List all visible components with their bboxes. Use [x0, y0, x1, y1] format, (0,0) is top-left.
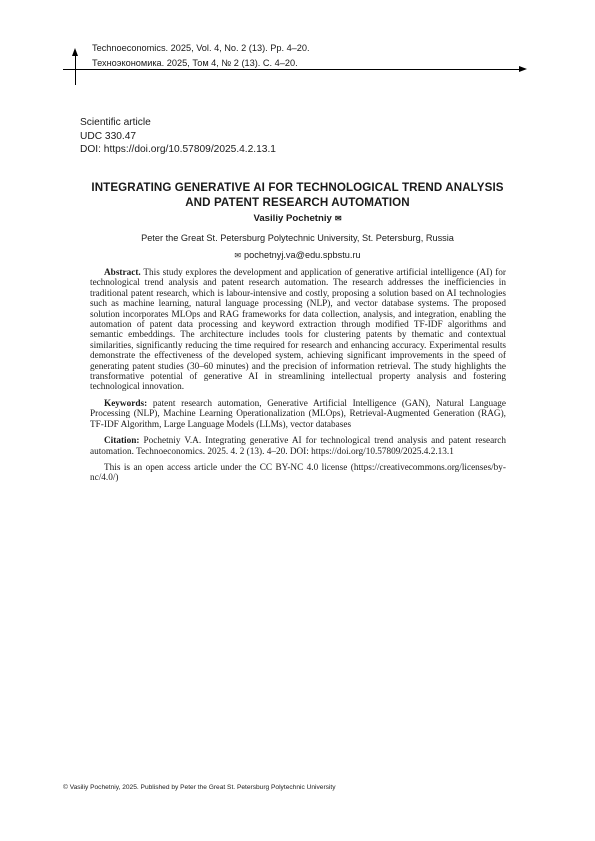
citation-text: Pochetniy V.A. Integrating generative AI for technological trend analysis and patent research automation. Technoeconomics. 2025. 4. 2 (13). 4–20. DOI: https://doi.org/10.57809/2025.4.2.13.1: [90, 436, 506, 457]
author-name-text: Vasiliy Pochetniy: [253, 213, 332, 224]
article-title: INTEGRATING GENERATIVE AI FOR TECHNOLOGICAL TREND ANALYSIS AND PATENT RESEARCH AUTOMATION: [91, 181, 504, 209]
arrow-right-icon: [519, 66, 527, 72]
abstract-paragraph: [90, 268, 506, 393]
author-name: [80, 213, 515, 224]
udc: UDC 330.47: [80, 130, 137, 142]
abstract-text: This study explores the development and application of generative artificial intelligence (AI) for technological trend analysis and patent research automation. The research addresses the inefficiencies in traditional patent research, which is labour-intensive and costly, proposing a solution based on AI technologies such as machine learning, natural language processing (NLP), and vector database systems. The proposed solution incorporates MLOps and RAG frameworks for data collection, analysis, and integration, enabling the automation of patent data processing and keyword extraction through modified TF-IDF algorithms and semantic embeddings. The architecture includes tools for clustering patents by thematic and contextual similarities, significantly reducing the time required for research and enhancing accuracy. Experimental results demonstrate the effectiveness of the developed system, achieving significant improvements in the speed of generating patent studies (30–60 minutes) and the precision of information retrieval. The study highlights the transformative potential of generative AI in streamlining intellectual property analysis and fostering technological innovation.: [90, 268, 506, 393]
envelope-icon: ✉: [234, 251, 242, 260]
affiliation: Peter the Great St. Petersburg Polytechnic University, St. Petersburg, Russia: [141, 233, 454, 243]
envelope-icon: ✉: [334, 214, 342, 223]
doi-link[interactable]: DOI: https://doi.org/10.57809/2025.4.2.13.1: [80, 144, 276, 156]
keywords-label: Keywords:: [104, 398, 148, 409]
abstract-label: Abstract.: [104, 268, 141, 278]
journal-line-ru: Техноэкономика. 2025, Том 4, № 2 (13). С. 4–20.: [92, 58, 298, 68]
author-email[interactable]: [80, 250, 515, 260]
keywords-text: patent research automation, Generative Artificial Intelligence (GAN), Natural Language Processing (NLP), Machine Learning Operationalization (MLOps), Retrieval-Augmented Generation (RAG), TF-IDF Algorithm, Large Language Models (LLMs), vector databases: [90, 398, 506, 430]
journal-header: [92, 41, 310, 71]
article-meta: [80, 116, 276, 157]
citation-paragraph: [90, 436, 506, 457]
article-type: Scientific article: [80, 117, 151, 128]
header-horizontal-rule: [63, 69, 521, 70]
copyright-footer: © Vasiliy Pochetniy, 2025. Published by Peter the Great St. Petersburg Polytechnic University: [63, 784, 336, 791]
keywords-paragraph: [90, 399, 506, 430]
abstract-block: [90, 268, 506, 490]
email-text[interactable]: pochetnyj.va@edu.spbstu.ru: [244, 250, 361, 260]
citation-label: Citation:: [104, 436, 140, 447]
journal-line-en: Technoeconomics. 2025, Vol. 4, No. 2 (13). Pp. 4–20.: [92, 43, 310, 53]
arrow-up-icon: [72, 48, 78, 56]
license-paragraph: This is an open access article under the CC BY-NC 4.0 license (https://creativecommons.org/licenses/by-nc/4.0/): [90, 462, 506, 484]
